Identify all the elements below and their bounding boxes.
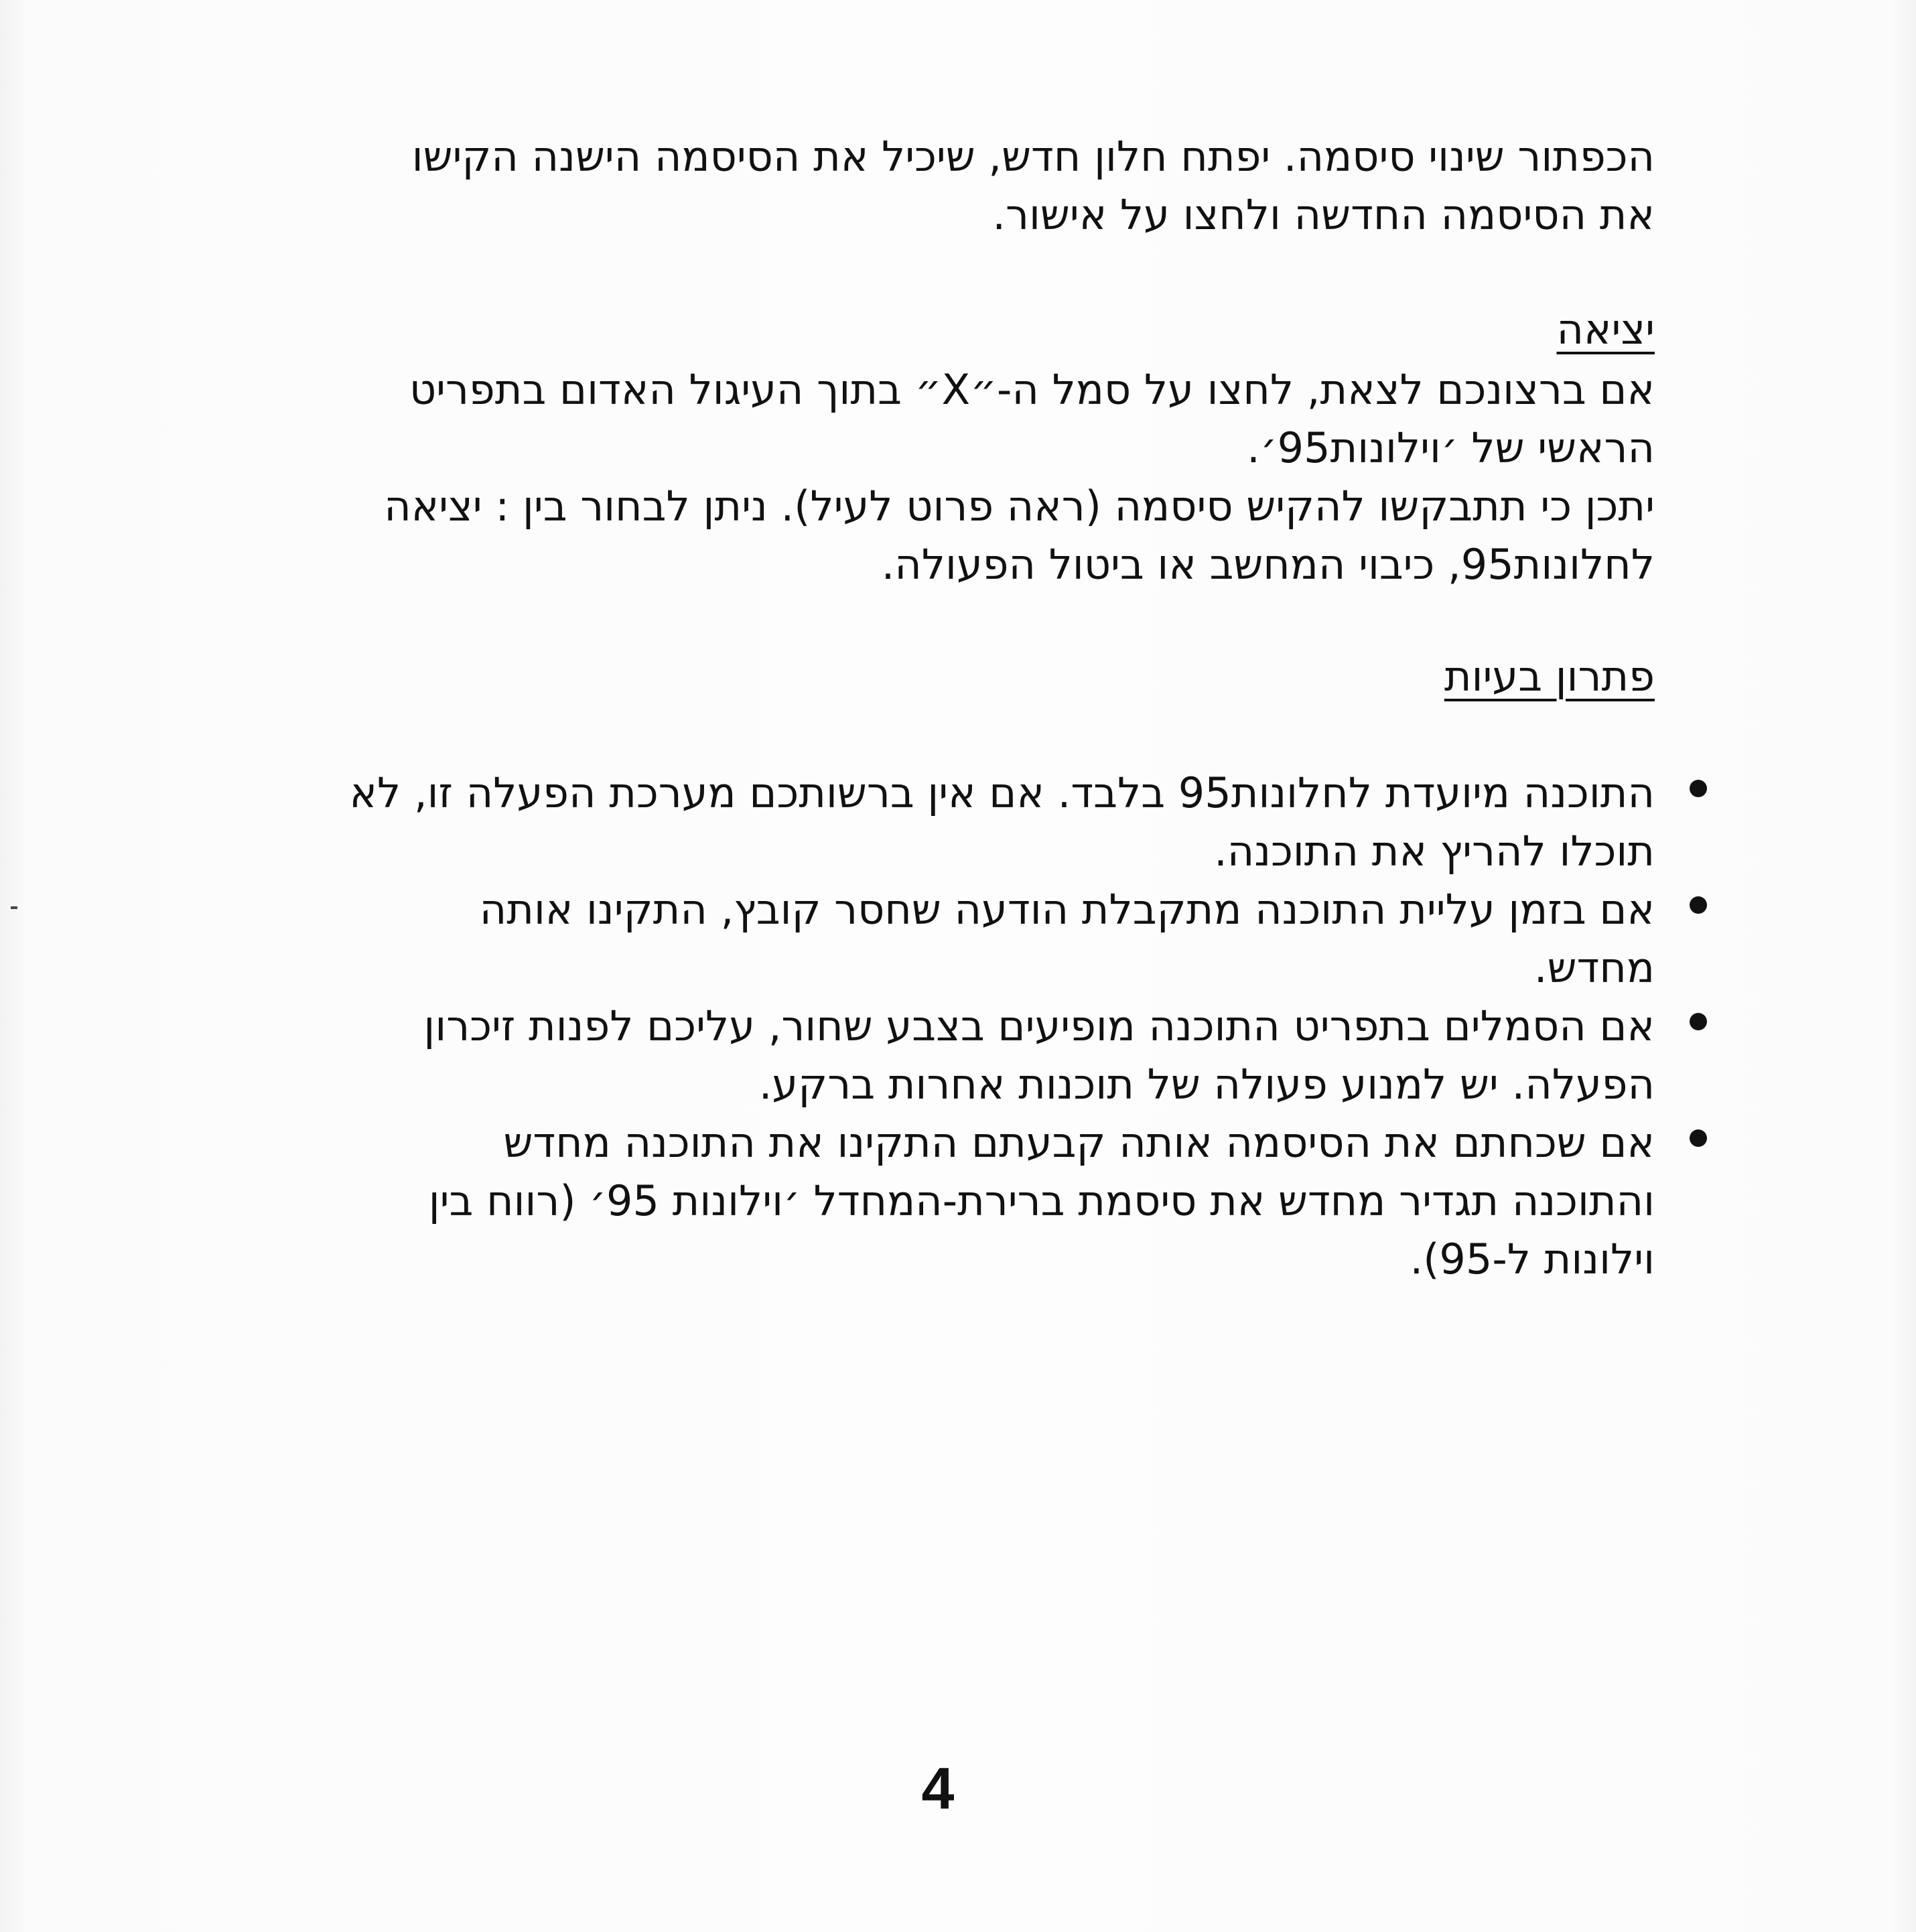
bullet-icon <box>1690 1013 1707 1030</box>
list-item-line: והתוכנה תגדיר מחדש את סיסמת ברירת-המחדל ׳וילונות 95׳ (רווח בין <box>428 1176 1655 1225</box>
exit-paragraph <box>121 360 1655 594</box>
intro-line-2: את הסיסמה החדשה ולחצו על אישור. <box>992 190 1655 239</box>
list-item <box>154 1113 1655 1288</box>
troubleshooting-list <box>154 764 1655 1288</box>
list-item-line: אם הסמלים בתפריט התוכנה מופיעים בצבע שחור, עליכם לפנות זיכרון <box>423 1002 1655 1050</box>
list-item-line: הפעלה. יש למנוע פעולה של תוכנות אחרות ברקע. <box>758 1060 1655 1109</box>
intro-paragraph <box>121 127 1655 244</box>
list-item-line: אם בזמן עליית התוכנה מתקבלת הודעה שחסר קובץ, התקינו אותה <box>479 885 1655 934</box>
list-item-line: וילונות ל-95). <box>1410 1235 1655 1284</box>
bullet-icon <box>1690 896 1707 914</box>
intro-line-1: הכפתור שינוי סיסמה. יפתח חלון חדש, שיכיל את הסיסמה הישנה הקישו <box>411 132 1655 181</box>
list-item-line: מחדש. <box>1533 943 1655 992</box>
exit-line-1: אם ברצונכם לצאת, לחצו על סמל ה-״X״ בתוך העיגול האדום בתפריט <box>409 365 1655 414</box>
exit-heading: יציאה <box>1556 305 1655 354</box>
exit-line-3: יתכן כי תתבקשו להקיש סיסמה (ראה פרוט לעיל). ניתן לבחור בין : יציאה <box>384 482 1655 531</box>
exit-line-4: לחלונות95, כיבוי המחשב או ביטול הפעולה. <box>881 540 1655 589</box>
list-item <box>154 880 1655 997</box>
scan-edge-mark <box>11 906 17 909</box>
list-item-line: התוכנה מיועדת לחלונות95 בלבד. אם אין ברשותכם מערכת הפעלה זו, לא <box>349 768 1655 817</box>
list-item <box>154 764 1655 880</box>
list-item <box>154 997 1655 1113</box>
troubleshooting-heading: פתרון בעיות <box>1444 652 1655 701</box>
list-item-line: תוכלו להריץ את התוכנה. <box>1214 827 1655 876</box>
bullet-icon <box>1690 780 1707 797</box>
bullet-icon <box>1690 1129 1707 1147</box>
list-item-line: אם שכחתם את הסיסמה אותה קבעתם התקינו את התוכנה מחדש <box>503 1118 1655 1167</box>
page-number: 4 <box>921 1755 955 1821</box>
exit-line-2: הראשי של ׳וילונות95׳. <box>1247 423 1655 472</box>
